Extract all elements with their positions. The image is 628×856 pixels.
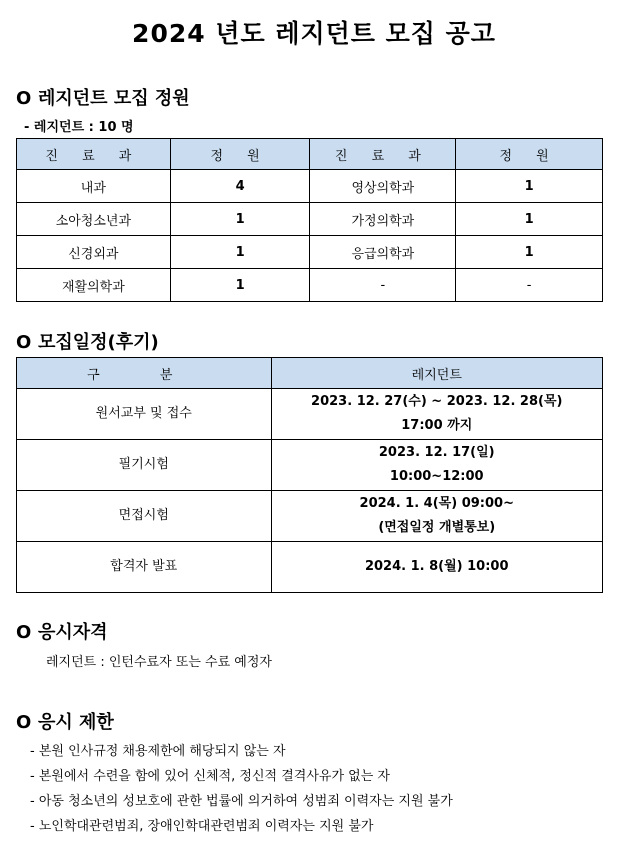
restriction-item: - 아동 청소년의 성보호에 관한 법률에 의거하여 성범죄 이력자는 지원 불가 xyxy=(30,794,453,809)
section-marker: O xyxy=(16,622,32,643)
department-cell: 소아청소년과 xyxy=(17,203,171,236)
table-row xyxy=(17,389,603,440)
section-title: 레지던트 모집 정원 xyxy=(38,88,190,109)
header-cell: 정 원 xyxy=(456,139,603,170)
quota-cell: - xyxy=(456,269,603,302)
schedule-value xyxy=(271,491,602,542)
section-title: 모집일정(후기) xyxy=(38,332,159,353)
section-title: 응시 제한 xyxy=(38,712,114,733)
section-marker: O xyxy=(16,88,32,109)
header-cell: 진 료 과 xyxy=(17,139,171,170)
header-cell: 진 료 과 xyxy=(310,139,456,170)
table-row xyxy=(17,236,603,269)
schedule-label: 합격자 발표 xyxy=(17,542,272,593)
quota-cell: 1 xyxy=(456,170,603,203)
restriction-item: - 노인학대관련범죄, 장애인학대관련범죄 이력자는 지원 불가 xyxy=(30,819,374,834)
section-quota-heading xyxy=(16,84,190,110)
schedule-value xyxy=(271,389,602,440)
schedule-label: 필기시험 xyxy=(17,440,272,491)
table-row xyxy=(17,440,603,491)
schedule-line: 17:00 까지 xyxy=(401,418,473,433)
table-row xyxy=(17,203,603,236)
header-cell: 레지던트 xyxy=(271,358,602,389)
section-qualification-heading xyxy=(16,618,108,644)
department-cell: 내과 xyxy=(17,170,171,203)
schedule-label: 원서교부 및 접수 xyxy=(17,389,272,440)
section-title: 응시자격 xyxy=(38,622,108,643)
department-cell: 신경외과 xyxy=(17,236,171,269)
schedule-line: 2023. 12. 17(일) xyxy=(378,445,495,460)
schedule-line: 2023. 12. 27(수) ~ 2023. 12. 28(목) xyxy=(311,394,563,409)
schedule-label: 면접시험 xyxy=(17,491,272,542)
table-row xyxy=(17,542,603,593)
quota-cell: 1 xyxy=(170,269,310,302)
schedule-table xyxy=(16,357,603,593)
table-header-row xyxy=(17,358,603,389)
department-cell: 응급의학과 xyxy=(310,236,456,269)
qualification-text: 레지던트 : 인턴수료자 또는 수료 예정자 xyxy=(46,655,272,670)
quota-cell: 1 xyxy=(456,236,603,269)
quota-table xyxy=(16,138,603,302)
quota-cell: 1 xyxy=(456,203,603,236)
section-restriction-heading xyxy=(16,708,114,734)
schedule-value xyxy=(271,440,602,491)
schedule-line: 2024. 1. 4(목) 09:00~ xyxy=(359,496,514,511)
quota-cell: 1 xyxy=(170,236,310,269)
quota-cell: 1 xyxy=(170,203,310,236)
section-schedule-heading xyxy=(16,328,159,354)
schedule-line: 10:00~12:00 xyxy=(389,469,484,484)
table-header-row xyxy=(17,139,603,170)
department-cell: 영상의학과 xyxy=(310,170,456,203)
header-cell: 구 분 xyxy=(17,358,272,389)
schedule-value xyxy=(271,542,602,593)
page-title: 2024 년도 레지던트 모집 공고 xyxy=(132,19,496,48)
restriction-item: - 본원에서 수련을 함에 있어 신체적, 정신적 결격사유가 없는 자 xyxy=(30,769,390,784)
schedule-line: 2024. 1. 8(월) 10:00 xyxy=(364,559,509,574)
header-cell: 정 원 xyxy=(170,139,310,170)
section-marker: O xyxy=(16,712,32,733)
table-row xyxy=(17,170,603,203)
department-cell: 재활의학과 xyxy=(17,269,171,302)
quota-cell: 4 xyxy=(170,170,310,203)
department-cell: 가정의학과 xyxy=(310,203,456,236)
table-row xyxy=(17,491,603,542)
table-row xyxy=(17,269,603,302)
department-cell: - xyxy=(310,269,456,302)
quota-summary: - 레지던트 : 10 명 xyxy=(24,120,134,135)
schedule-line: (면접일정 개별통보) xyxy=(378,520,496,535)
restriction-item: - 본원 인사규정 채용제한에 해당되지 않는 자 xyxy=(30,744,286,759)
section-marker: O xyxy=(16,332,32,353)
